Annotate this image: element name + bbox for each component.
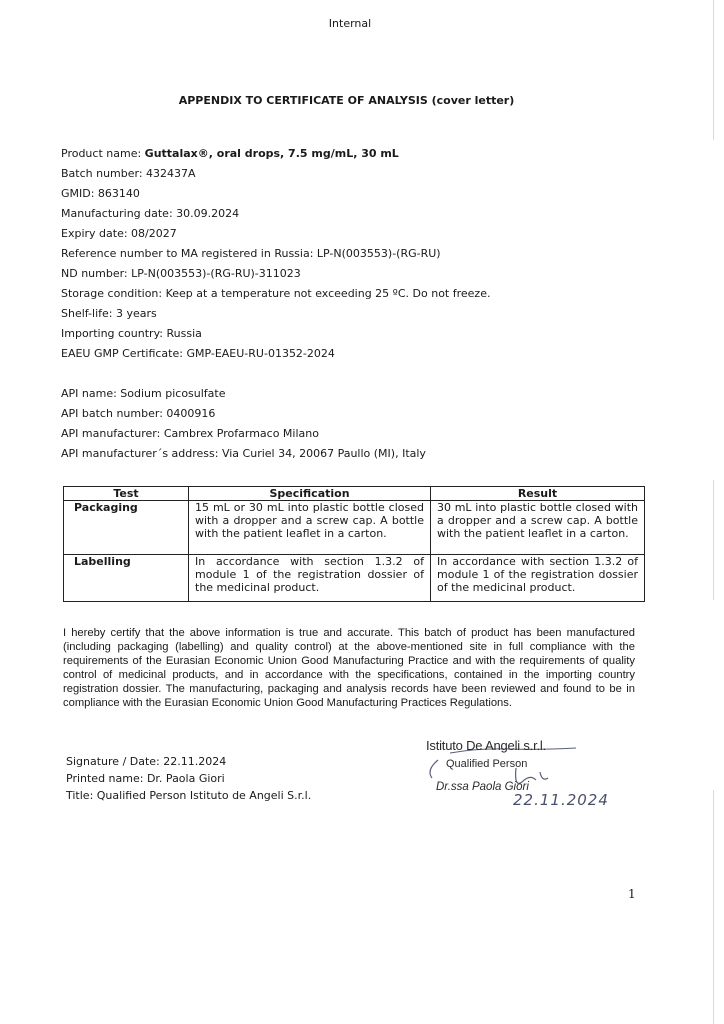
certification-statement: I hereby certify that the above information is true and accurate. This batch of product has been manufactured (including packaging (labelling) and quality control) at the above-mentioned site in full compliance with the requirements of the Eurasian Economic Union Good Manufacturing Practice and with the requirements of quality control of medicinal products, and in accordance with the specifications, contained in the importing country registration dossier. The manufacturing, packaging and analysis records have been reviewed and found to be in compliance with the Eurasian Economic Union Good Manufacturing Practices Regulations. <box>63 627 635 709</box>
page-number: 1 <box>628 887 636 901</box>
scan-edge-line <box>713 790 714 1024</box>
test-cell: Packaging <box>64 501 189 555</box>
handwritten-date: 22.11.2024 <box>513 791 609 809</box>
result-cell: 30 mL into plastic bottle closed with a dropper and a screw cap. A bottle with the patient leaflet in a carton. <box>431 501 645 555</box>
stamp-organization: Istituto De Angeli s.r.l. <box>426 738 547 753</box>
table-row <box>64 501 645 555</box>
printed-name: Printed name: Dr. Paola Giori <box>66 772 225 785</box>
eaeu-gmp-certificate: EAEU GMP Certificate: GMP-EAEU-RU-01352-2024 <box>61 347 335 360</box>
gmid: GMID: 863140 <box>61 187 140 200</box>
api-manufacturer: API manufacturer: Cambrex Profarmaco Milano <box>61 427 319 440</box>
analysis-table <box>63 486 645 602</box>
specification-cell: 15 mL or 30 mL into plastic bottle closed with a dropper and a screw cap. A bottle with the patient leaflet in a carton. <box>189 501 431 555</box>
manufacturing-date: Manufacturing date: 30.09.2024 <box>61 207 240 220</box>
document-classification: Internal <box>328 17 372 30</box>
batch-number: Batch number: 432437A <box>61 167 196 180</box>
stamp-name: Dr.ssa Paola Giori <box>436 781 529 793</box>
stamp-role: Qualified Person <box>446 758 528 770</box>
product-name-line <box>61 147 399 161</box>
product-name-value: Guttalax®, oral drops, 7.5 mg/mL, 30 mL <box>144 147 399 160</box>
specification-cell: In accordance with section 1.3.2 of module 1 of the registration dossier of the medicinal product. <box>189 555 431 602</box>
result-cell: In accordance with section 1.3.2 of module 1 of the registration dossier of the medicinal product. <box>431 555 645 602</box>
table-header-row <box>64 487 645 501</box>
column-header-result: Result <box>431 487 645 501</box>
document-title: APPENDIX TO CERTIFICATE OF ANALYSIS (cover letter) <box>178 94 515 107</box>
scan-edge-line <box>713 480 714 600</box>
api-batch-number: API batch number: 0400916 <box>61 407 216 420</box>
product-name-label: Product name: <box>61 147 145 160</box>
nd-number: ND number: LP-N(003553)-(RG-RU)-311023 <box>61 267 301 280</box>
storage-condition: Storage condition: Keep at a temperature not exceeding 25 ºC. Do not freeze. <box>61 287 491 300</box>
signatory-title: Title: Qualified Person Istituto de Angeli S.r.l. <box>66 789 312 802</box>
column-header-test: Test <box>64 487 189 501</box>
ma-reference-number: Reference number to MA registered in Russia: LP-N(003553)-(RG-RU) <box>61 247 441 260</box>
test-cell: Labelling <box>64 555 189 602</box>
table-row <box>64 555 645 602</box>
importing-country: Importing country: Russia <box>61 327 202 340</box>
column-header-specification: Specification <box>189 487 431 501</box>
expiry-date: Expiry date: 08/2027 <box>61 227 177 240</box>
api-manufacturer-address: API manufacturer´s address: Via Curiel 34, 20067 Paullo (MI), Italy <box>61 447 426 460</box>
scan-edge-line <box>713 0 714 140</box>
signature-date: Signature / Date: 22.11.2024 <box>66 755 227 768</box>
shelf-life: Shelf-life: 3 years <box>61 307 157 320</box>
api-name: API name: Sodium picosulfate <box>61 387 226 400</box>
